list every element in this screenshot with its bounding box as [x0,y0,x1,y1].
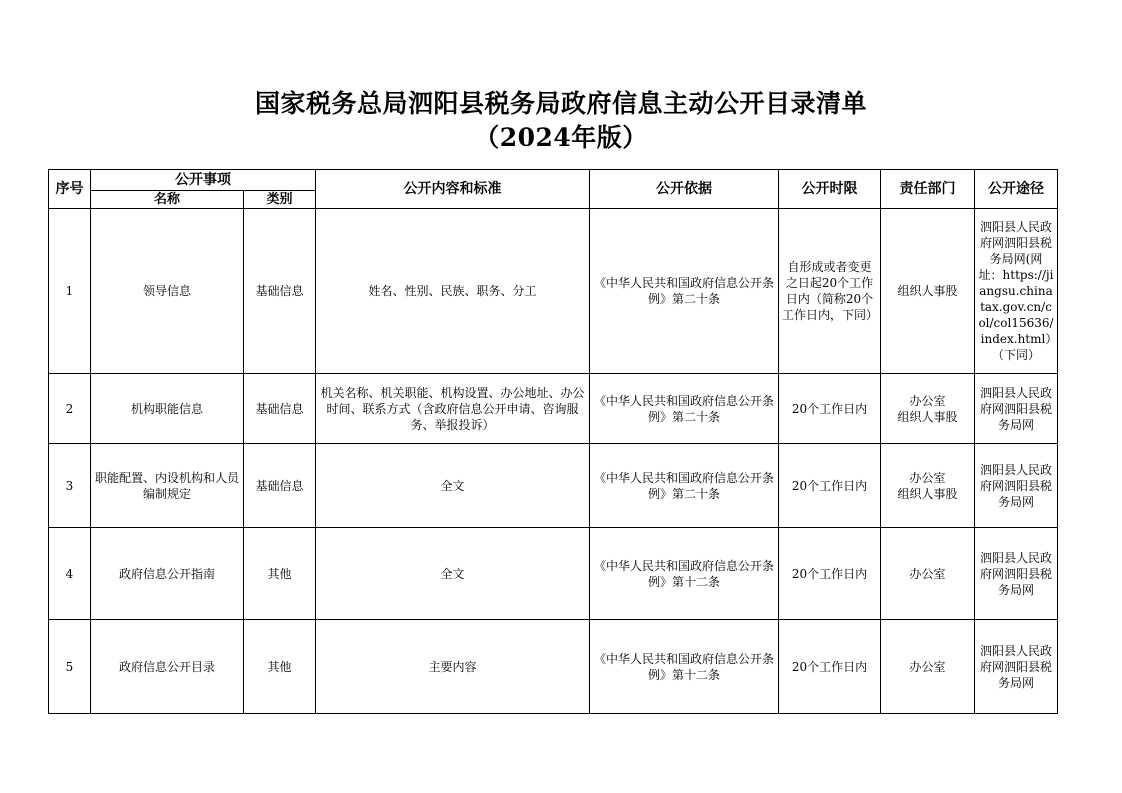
row-seq: 2 [49,374,91,444]
department-line: 组织人事股 [897,486,958,501]
document-title: 国家税务总局泗阳县税务局政府信息主动公开目录清单 [254,89,867,118]
row-content: 全文 [316,528,590,620]
row-content: 全文 [316,444,590,528]
row-department: 办公室 [881,620,975,714]
row-seq: 4 [49,528,91,620]
row-seq: 1 [49,209,91,374]
row-category: 基础信息 [244,209,316,374]
row-basis: 《中华人民共和国政府信息公开条例》第十二条 [590,620,779,714]
header-seq: 序号 [49,170,91,209]
table-row [49,374,1058,444]
row-time-limit: 20个工作日内 [779,528,881,620]
row-department: 组织人事股 [881,209,975,374]
row-time-limit: 20个工作日内 [779,620,881,714]
row-category: 其他 [244,620,316,714]
department-line: 办公室 [909,470,946,485]
department-line: 组织人事股 [897,409,958,424]
row-route: 泗阳县人民政府网泗阳县税务局网 [975,444,1058,528]
disclosure-catalog-table [48,169,1058,714]
row-time-limit: 20个工作日内 [779,444,881,528]
row-content: 机关名称、机关职能、机构设置、办公地址、办公时间、联系方式（含政府信息公开申请、咨询服务、举报投诉） [316,374,590,444]
row-route: 泗阳县人民政府网泗阳县税务局网(网址：https://jiangsu.chinatax.gov.cn/col/col15636/index.html）（下同） [975,209,1058,374]
row-content: 主要内容 [316,620,590,714]
row-name: 机构职能信息 [91,374,244,444]
row-category: 基础信息 [244,444,316,528]
table-row [49,528,1058,620]
row-name: 领导信息 [91,209,244,374]
row-seq: 5 [49,620,91,714]
row-name: 政府信息公开指南 [91,528,244,620]
header-basis: 公开依据 [590,170,779,209]
row-department [881,374,975,444]
header-name: 名称 [91,191,244,209]
row-name: 政府信息公开目录 [91,620,244,714]
row-name: 职能配置、内设机构和人员编制规定 [91,444,244,528]
row-route: 泗阳县人民政府网泗阳县税务局网 [975,620,1058,714]
row-department: 办公室 [881,528,975,620]
table-row [49,444,1058,528]
header-time-limit: 公开时限 [779,170,881,209]
header-route: 公开途径 [975,170,1058,209]
row-content: 姓名、性别、民族、职务、分工 [316,209,590,374]
table-row [49,209,1058,374]
department-line: 办公室 [909,393,946,408]
row-route: 泗阳县人民政府网泗阳县税务局网 [975,374,1058,444]
row-basis: 《中华人民共和国政府信息公开条例》第二十条 [590,444,779,528]
header-item-group: 公开事项 [91,170,316,191]
row-category: 其他 [244,528,316,620]
header-category: 类别 [244,191,316,209]
row-route: 泗阳县人民政府网泗阳县税务局网 [975,528,1058,620]
row-basis: 《中华人民共和国政府信息公开条例》第十二条 [590,528,779,620]
header-department: 责任部门 [881,170,975,209]
row-department [881,444,975,528]
row-time-limit: 20个工作日内 [779,374,881,444]
document-subtitle: （2024年版） [474,123,648,152]
row-seq: 3 [49,444,91,528]
row-time-limit: 自形成或者变更之日起20个工作日内（简称20个工作日内，下同） [779,209,881,374]
row-category: 基础信息 [244,374,316,444]
row-basis: 《中华人民共和国政府信息公开条例》第二十条 [590,209,779,374]
header-row-1 [49,170,1058,191]
header-content: 公开内容和标准 [316,170,590,209]
row-basis: 《中华人民共和国政府信息公开条例》第二十条 [590,374,779,444]
table-row [49,620,1058,714]
